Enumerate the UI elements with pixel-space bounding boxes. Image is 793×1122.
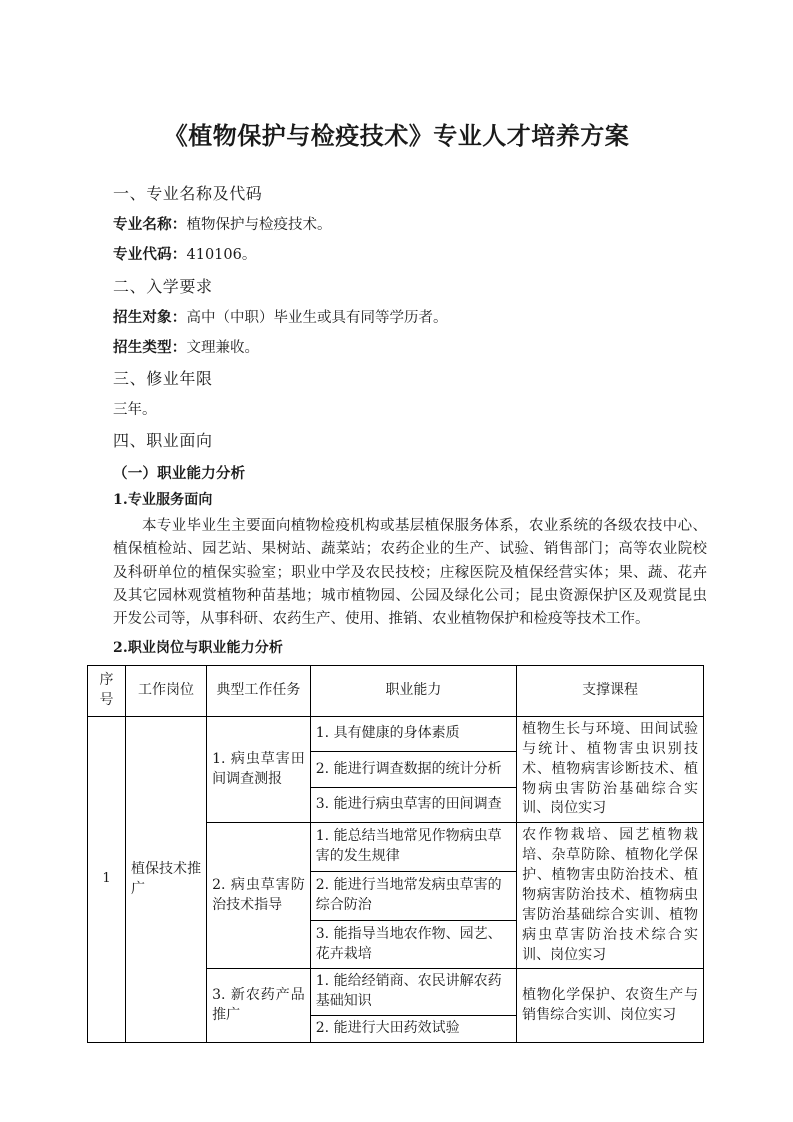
enroll-target-line	[113, 303, 707, 333]
cell-task: 3. 新农药产品推广	[207, 969, 311, 1043]
table-body	[88, 716, 704, 1042]
col-header-no: 序号	[88, 665, 126, 716]
table-header-row	[88, 665, 704, 716]
cell-course: 植物生长与环境、田间试验与统计、植物害虫识别技术、植物病害诊断技术、植物病虫害防治基础综合实训、岗位实习	[517, 716, 704, 822]
major-name-value: 植物保护与检疫技术。	[186, 217, 332, 234]
cell-ability: 1. 能总结当地常见作物病虫草害的发生规律	[310, 823, 516, 872]
cell-ability: 2. 能进行大田药效试验	[310, 1016, 516, 1043]
cell-ability: 1. 具有健康的身体素质	[310, 716, 516, 751]
job-ability-table	[87, 665, 704, 1043]
service-orientation-paragraph: 本专业毕业生主要面向植物检疫机构或基层植保服务体系，农业系统的各级农技中心、植保植检站、园艺站、果树站、蔬菜站；农药企业的生产、试验、销售部门；高等农业院校及科研单位的植保实验室；职业中学及农民技校；庄稼医院及植保经营实体；果、蔬、花卉及其它园林观赏植物种苗基地；城市植物园、公园及绿化公司；昆虫资源保护区及观赏昆虫开发公司等，从事科研、农药生产、使用、推销、农业植物保护和检疫等技术工作。	[113, 517, 707, 628]
table-row	[88, 716, 704, 751]
major-name-line	[113, 210, 707, 240]
enroll-type-line	[113, 333, 707, 363]
cell-task: 2. 病虫草害防治技术指导	[207, 823, 311, 969]
job-ability-table-wrap	[0, 665, 793, 1043]
section-heading-1: 一、专业名称及代码	[113, 183, 263, 203]
cell-ability: 3. 能进行病虫草害的田间调查	[310, 787, 516, 822]
cell-ability: 2. 能进行调查数据的统计分析	[310, 752, 516, 787]
enroll-target-value: 高中（中职）毕业生或具有同等学历者。	[186, 309, 448, 326]
document-body	[0, 177, 793, 661]
section-heading-4: 四、职业面向	[113, 431, 213, 451]
subsubsection-heading-1-1: 1.专业服务面向	[113, 491, 213, 508]
major-code-line	[113, 240, 707, 270]
cell-ability: 1. 能给经销商、农民讲解农药基础知识	[310, 969, 516, 1016]
col-header-ability: 职业能力	[310, 665, 516, 716]
major-name-label: 专业名称：	[113, 216, 187, 234]
major-code-label: 专业代码：	[113, 245, 187, 263]
subsection-heading-1: （一）职业能力分析	[113, 464, 246, 482]
page-title: 《植物保护与检疫技术》专业人才培养方案	[163, 121, 630, 150]
col-header-post: 工作岗位	[125, 665, 206, 716]
cell-task: 1. 病虫草害田间调查测报	[207, 716, 311, 822]
enroll-type-value: 文理兼收。	[186, 339, 259, 356]
cell-ability: 2. 能进行当地常发病虫草害的综合防治	[310, 872, 516, 921]
section-heading-2: 二、入学要求	[113, 276, 213, 296]
cell-post: 植保技术推广	[125, 716, 206, 1042]
study-duration: 三年。	[113, 401, 157, 418]
section-heading-3: 三、修业年限	[113, 369, 213, 389]
table-head	[88, 665, 704, 716]
col-header-task: 典型工作任务	[207, 665, 311, 716]
enroll-type-label: 招生类型：	[113, 338, 187, 356]
cell-course: 农作物栽培、园艺植物栽培、杂草防除、植物化学保护、植物害虫防治技术、植物病害防治技术、植物病虫害防治基础综合实训、植物病虫草害防治技术综合实训、岗位实习	[517, 823, 704, 969]
cell-ability: 3. 能指导当地农作物、园艺、花卉栽培	[310, 920, 516, 969]
cell-no: 1	[88, 716, 126, 1042]
cell-course: 植物化学保护、农资生产与销售综合实训、岗位实习	[517, 969, 704, 1043]
enroll-target-label: 招生对象：	[113, 308, 187, 326]
major-code-value: 410106。	[186, 246, 257, 263]
col-header-course: 支撑课程	[517, 665, 704, 716]
subsubsection-heading-1-2: 2.职业岗位与职业能力分析	[113, 639, 283, 656]
